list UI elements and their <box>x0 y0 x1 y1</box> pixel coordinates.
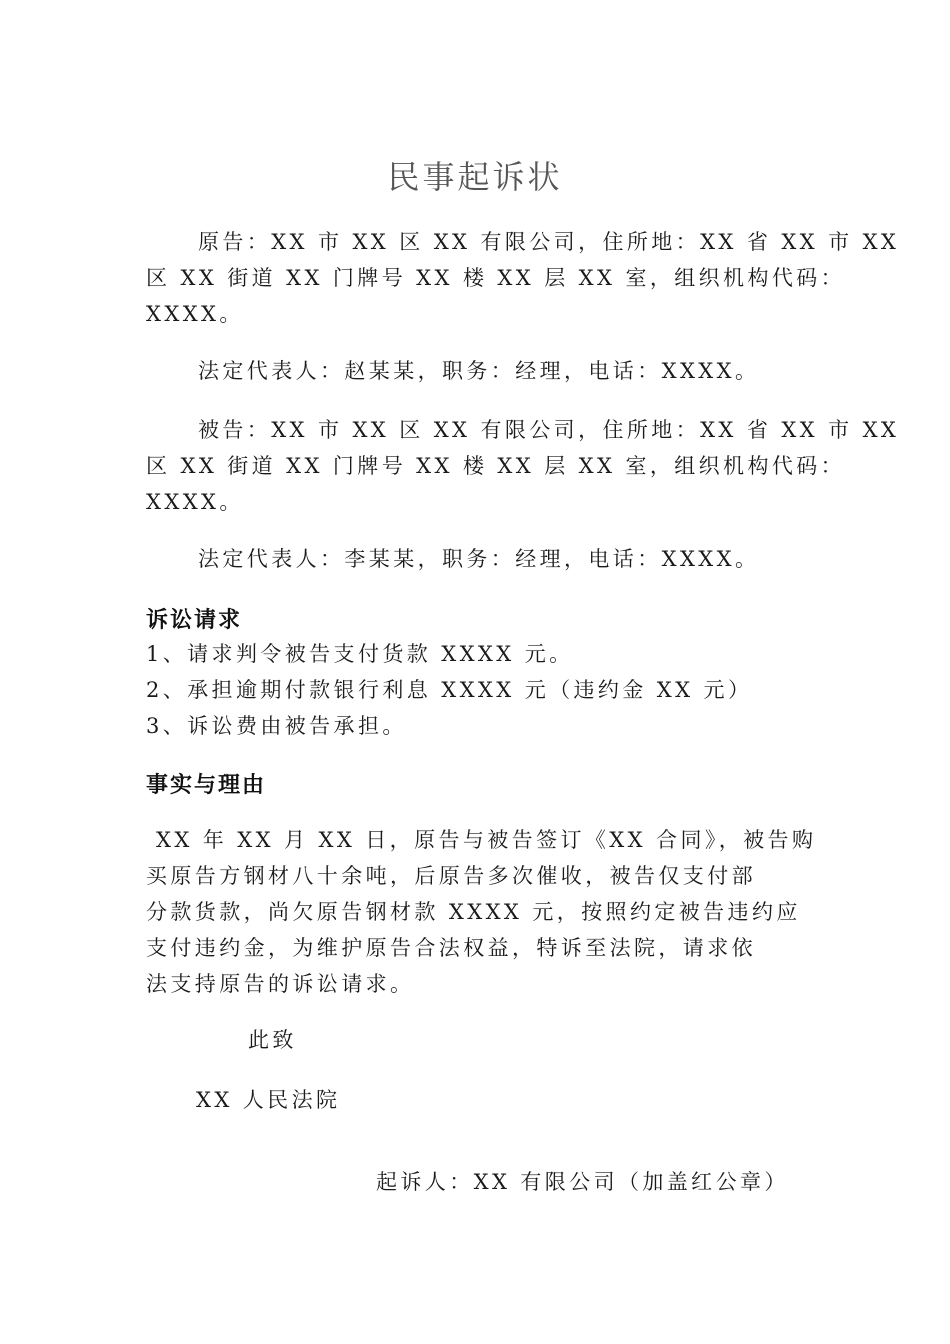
defendant-line: 被告：XX 市 XX 区 XX 有限公司，住所地：XX 省 XX 市 XX <box>198 418 900 442</box>
court-name: XX 人民法院 <box>196 1088 341 1112</box>
salutation: 此致 <box>248 1028 297 1052</box>
claim-item: 2、承担逾期付款银行利息 XXXX 元（违约金 XX 元） <box>146 678 753 702</box>
claim-item: 1、请求判令被告支付货款 XXXX 元。 <box>146 642 574 666</box>
plaintiff-line: XXXX。 <box>146 302 244 326</box>
facts-line: 买原告方钢材八十余吨，后原告多次催收，被告仅支付部 <box>146 864 756 888</box>
plaintiff-line: 原告：XX 市 XX 区 XX 有限公司，住所地：XX 省 XX 市 XX <box>198 230 900 254</box>
facts-paragraph <box>146 822 817 1002</box>
defendant-representative <box>146 541 811 577</box>
plaintiff-representative-text: 法定代表人：赵某某，职务：经理，电话：XXXX。 <box>198 359 760 383</box>
plaintiff-line: 区 XX 街道 XX 门牌号 XX 楼 XX 层 XX 室，组织机构代码： <box>146 266 846 290</box>
facts-line: 法支持原告的诉讼请求。 <box>146 972 415 996</box>
facts-line: XX 年 XX 月 XX 日，原告与被告签订《XX 合同》，被告购 <box>156 828 817 852</box>
facts-heading: 事实与理由 <box>146 773 267 798</box>
signature: 起诉人：XX 有限公司（加盖红公章） <box>376 1170 789 1194</box>
plaintiff-paragraph <box>146 224 900 332</box>
claims-heading: 诉讼请求 <box>146 608 243 633</box>
claims-list <box>146 636 811 744</box>
defendant-line: 区 XX 街道 XX 门牌号 XX 楼 XX 层 XX 室，组织机构代码： <box>146 454 846 478</box>
defendant-representative-text: 法定代表人：李某某，职务：经理，电话：XXXX。 <box>198 547 760 571</box>
facts-line: 支付违约金，为维护原告合法权益，特诉至法院，请求依 <box>146 936 756 960</box>
document-title: 民事起诉状 <box>387 158 563 196</box>
defendant-line: XXXX。 <box>146 490 244 514</box>
defendant-paragraph <box>146 412 900 520</box>
claim-item: 3、诉讼费由被告承担。 <box>146 714 407 738</box>
plaintiff-representative <box>146 353 811 389</box>
facts-line: 分款货款，尚欠原告钢材款 XXXX 元，按照约定被告违约应 <box>146 900 801 924</box>
